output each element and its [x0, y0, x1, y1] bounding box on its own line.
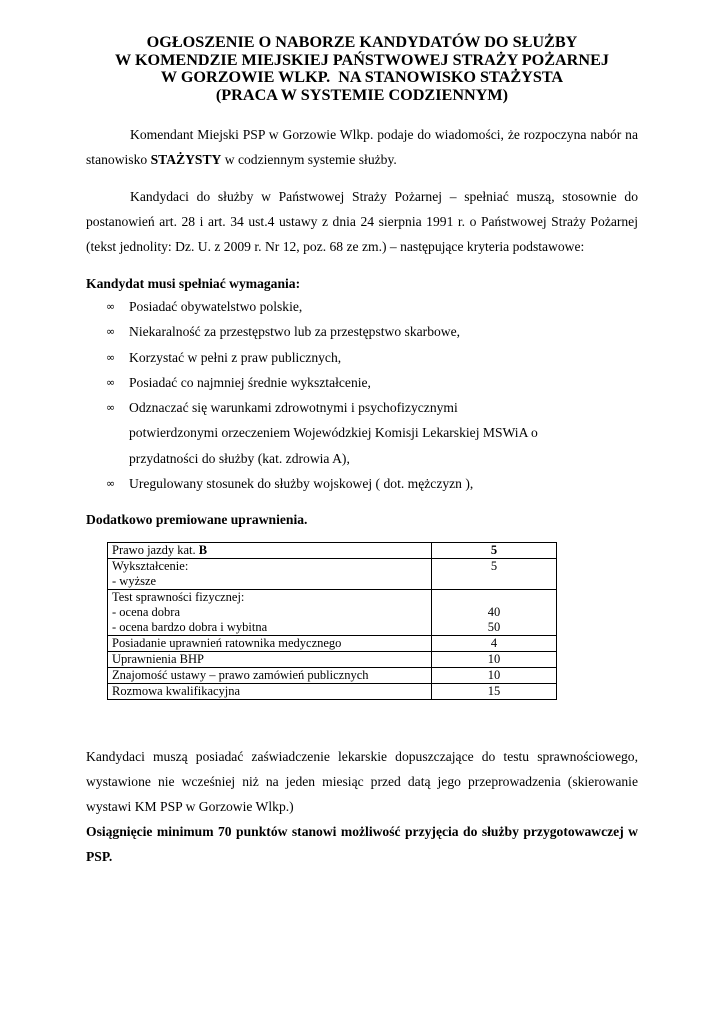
list-item — [86, 294, 638, 319]
fitness-excellent-points: 50 — [487, 620, 501, 635]
driving-license-points: 5 — [490, 543, 498, 558]
document-page — [86, 34, 638, 869]
list-item — [86, 319, 638, 344]
table-cell-label — [108, 543, 432, 559]
table-cell-label: Rozmowa kwalifikacyjna — [108, 684, 432, 700]
list-item — [86, 370, 638, 395]
table-cell-label: Posiadanie uprawnień ratownika medycznego — [108, 636, 432, 652]
table-cell-label — [108, 590, 432, 636]
document-title — [86, 34, 638, 104]
requirement-text: Posiadać co najmniej średnie wykształcenie, — [129, 374, 371, 390]
requirement-text: Korzystać w pełni z praw publicznych, — [129, 349, 342, 365]
table-row — [108, 559, 557, 590]
intro-paragraph — [86, 122, 638, 172]
table-cell-points — [432, 543, 557, 559]
list-item — [86, 345, 638, 370]
medical-certificate-paragraph: Kandydaci muszą posiadać zaświadczenie lekarskie dopuszczające do testu sprawnościowego, wystawione nie wcześniej niż na jeden miesiąc przed datą jego przeprowadzenia (skierowanie wystawi KM PSP w Gorzowie Wlkp.) — [86, 749, 638, 815]
table-row — [108, 543, 557, 559]
intro-text-after: w codziennym systemie służby. — [221, 152, 397, 167]
table-cell-points: 15 — [432, 684, 557, 700]
driving-license-category: B — [198, 543, 208, 558]
criteria-paragraph: Kandydaci do służby w Państwowej Straży Pożarnej – spełniać muszą, stosownie do postanowień art. 28 i art. 34 ust.4 ustawy z dnia 24 sierpnia 1991 r. o Państwowej Straży Pożarnej (tekst jednolity: Dz. U. z 2009 r. Nr 12, poz. 68 ze zm.) – następujące kryteria podstawowe: — [86, 189, 638, 254]
list-item — [86, 395, 549, 471]
education-label: Wykształcenie: — [112, 559, 189, 574]
infinity-bullet-icon: ∞ — [106, 375, 116, 389]
title-line-4: (PRACA W SYSTEMIE CODZIENNYM) — [215, 85, 509, 104]
bonus-heading: Dodatkowo premiowane uprawnienia. — [86, 512, 308, 528]
driving-license-label: Prawo jazdy kat. — [112, 543, 199, 558]
title-line-1: OGŁOSZENIE O NABORZE KANDYDATÓW DO SŁUŻBY — [146, 33, 578, 51]
requirement-text: Odznaczać się warunkami zdrowotnymi i psychofizycznymi potwierdzonymi orzeczeniem Wojewódzkiej Komisji Lekarskiej MSWiA o przydatności do służby (kat. zdrowia A), — [129, 400, 538, 466]
table-cell-points — [432, 590, 557, 636]
education-level: - wyższe — [112, 574, 157, 589]
infinity-bullet-icon: ∞ — [106, 350, 116, 364]
fitness-excellent-label: - ocena bardzo dobra i wybitna — [112, 620, 268, 635]
table-row — [108, 652, 557, 668]
infinity-bullet-icon: ∞ — [106, 300, 116, 313]
table-row — [108, 636, 557, 652]
fitness-good-points: 40 — [487, 605, 501, 620]
table-cell-label — [108, 559, 432, 590]
requirement-text: Posiadać obywatelstwo polskie, — [129, 299, 303, 314]
empty-line — [432, 590, 556, 605]
requirement-text: Uregulowany stosunek do służby wojskowej ( dot. mężczyzn ), — [129, 476, 474, 492]
requirements-heading: Kandydat musi spełniać wymagania: — [86, 276, 301, 291]
table-row — [108, 684, 557, 700]
final-statement: Osiągnięcie minimum 70 punktów stanowi możliwość przyjęcia do służby przygotowawczej w PSP. — [86, 824, 638, 865]
table-cell-points: 10 — [432, 652, 557, 668]
requirements-list — [86, 294, 638, 496]
infinity-bullet-icon: ∞ — [106, 401, 116, 415]
infinity-bullet-icon: ∞ — [106, 325, 116, 339]
table-cell-points: 10 — [432, 668, 557, 684]
title-line-3: W GORZOWIE WLKP. NA STANOWISKO STAŻYSTA — [160, 68, 564, 86]
table-cell-points: 4 — [432, 636, 557, 652]
list-item — [86, 471, 638, 496]
infinity-bullet-icon: ∞ — [106, 477, 116, 491]
fitness-test-label: Test sprawności fizycznej: — [112, 590, 245, 605]
fitness-good-label: - ocena dobra — [112, 605, 181, 620]
table-cell-points — [432, 559, 557, 590]
bonus-points-table — [107, 542, 557, 700]
education-points: 5 — [490, 559, 498, 574]
intro-text-before: Komendant Miejski PSP w Gorzowie Wlkp. podaje do wiadomości, że rozpoczyna nabór na stanowisko — [86, 127, 638, 167]
table-row — [108, 590, 557, 636]
table-cell-label: Uprawnienia BHP — [108, 652, 432, 668]
requirement-text: Niekaralność za przestępstwo lub za przestępstwo skarbowe, — [129, 324, 461, 340]
title-line-2: W KOMENDZIE MIEJSKIEJ PAŃSTWOWEJ STRAŻY POŻARNEJ — [115, 50, 609, 69]
intro-position-name: STAŻYSTY — [150, 152, 222, 167]
table-row — [108, 668, 557, 684]
table-cell-label: Znajomość ustawy – prawo zamówień publicznych — [108, 668, 432, 684]
